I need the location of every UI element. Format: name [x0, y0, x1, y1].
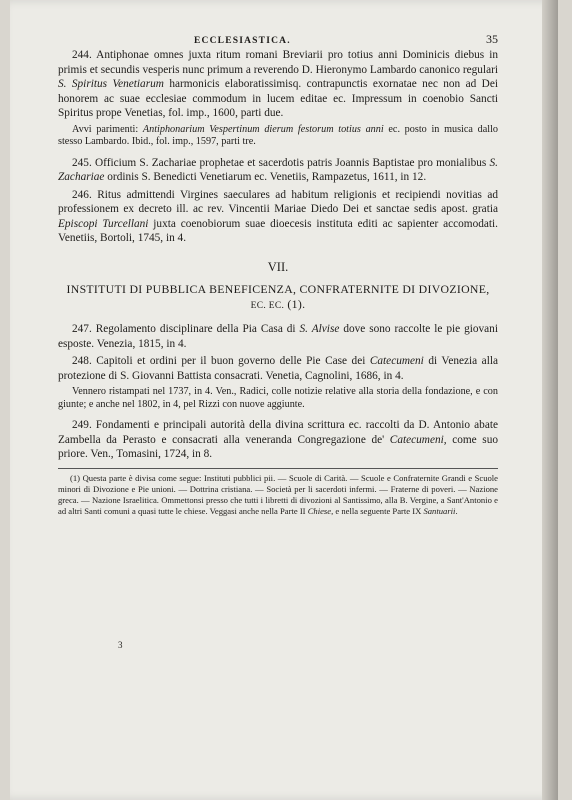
footnote: (1) Questa parte è divisa come segue: Instituti pubblici pii. — Scuole di Carità. — Scuole e Confraternite Grandi e Scuole minori di Divozione e Pie unioni. — Dottrina cristiana. — Società per li sacerdoti infermi. — Fraterne di poveri. — Nazione greca. — Nazione Israelitica. Ommettonsi presso che tutti i libretti di divozioni al Santissimo, alla B. Vergine, a Sant'Antonio e ad altri Santi comuni a quasi tutte le chiese. Veggasi anche nella Parte II Chiese, e nella seguente Parte IX Santuarii. [58, 472, 498, 516]
entry-244: 244. Antiphonae omnes juxta ritum romani Breviarii pro totius anni Dominicis diebus in primis et secundis vesperis nunc primum a reverendo D. Hieronymo Lambardo canonico regulari S. Spiritus Venetiarum harmonicis elaboratissimisq. contrapunctis exornatae nec non ad Dei honorem ac suae ecclesiae commodum in lucem editae ec. Impressum in coenobio Sancti Spiritus prope Venetias, fol. imp., 1600, parti due. [58, 49, 498, 119]
entry-249: 249. Fondamenti e principali autorità della divina scrittura ec. raccolti da D. Antonio abate Zambella da Perasto e consacrati alla veneranda Congregazione de' Catecumeni, come suo priore. Ven., Tomasini, 1724, in 8. [58, 419, 498, 461]
section-number: VII. [267, 259, 289, 274]
footnote-rule [58, 468, 498, 469]
book-page [10, 0, 558, 800]
page-number: 35 [486, 32, 498, 46]
note-248: Vennero ristampati nel 1737, in 4. Ven., Radici, colle notizie relative alla storia della fondazione, e con giunte; e anche nel 1802, in 4, pel Rizzi con nuove aggiunte. [58, 386, 498, 410]
entry-247: 247. Regolamento disciplinare della Pia Casa di S. Alvise dove sono raccolte le pie giovani esposte. Venezia, 1815, in 4. [58, 323, 498, 350]
running-title: ECCLESIASTICA. [194, 36, 291, 46]
section-heading: INSTITUTI DI PUBBLICA BENEFICENZA, CONFRATERNITE DI DIVOZIONE, EC. EC. (1). [66, 282, 490, 312]
page-content [58, 48, 498, 517]
signature-mark: 3 [118, 640, 123, 650]
running-header [58, 32, 498, 47]
note-244: Avvi parimenti: Antiphonarium Vespertinum dierum festorum totius anni ec. posto in musica dallo stesso Lambardo. Ibid., fol. imp., 1597, parti tre. [58, 123, 498, 148]
entry-248: 248. Capitoli et ordini per il buon governo delle Pie Case dei Catecumeni di Venezia alla protezione di S. Giovanni Battista consacrati. Venetia, Cagnolini, 1686, in 4. [58, 355, 498, 382]
page-edge-shadow [542, 0, 558, 800]
entry-246: 246. Ritus admittendi Virgines saeculares ad habitum religionis et recipiendi novitias ad professionem ex decreto ill. ac rev. Vincentii Mariae Diedo Dei et sanctae sedis apost. gratia Episcopi Turcellani juxta coenobiorum suae dioecesis instituta editi ac sapienter accomodati. Venetiis, Bortoli, 1745, in 4. [58, 188, 498, 245]
entry-245: 245. Officium S. Zachariae prophetae et sacerdotis patris Joannis Baptistae pro monialibus S. Zachariae ordinis S. Benedicti Venetiarum ec. Venetiis, Rampazetus, 1611, in 12. [58, 156, 498, 184]
